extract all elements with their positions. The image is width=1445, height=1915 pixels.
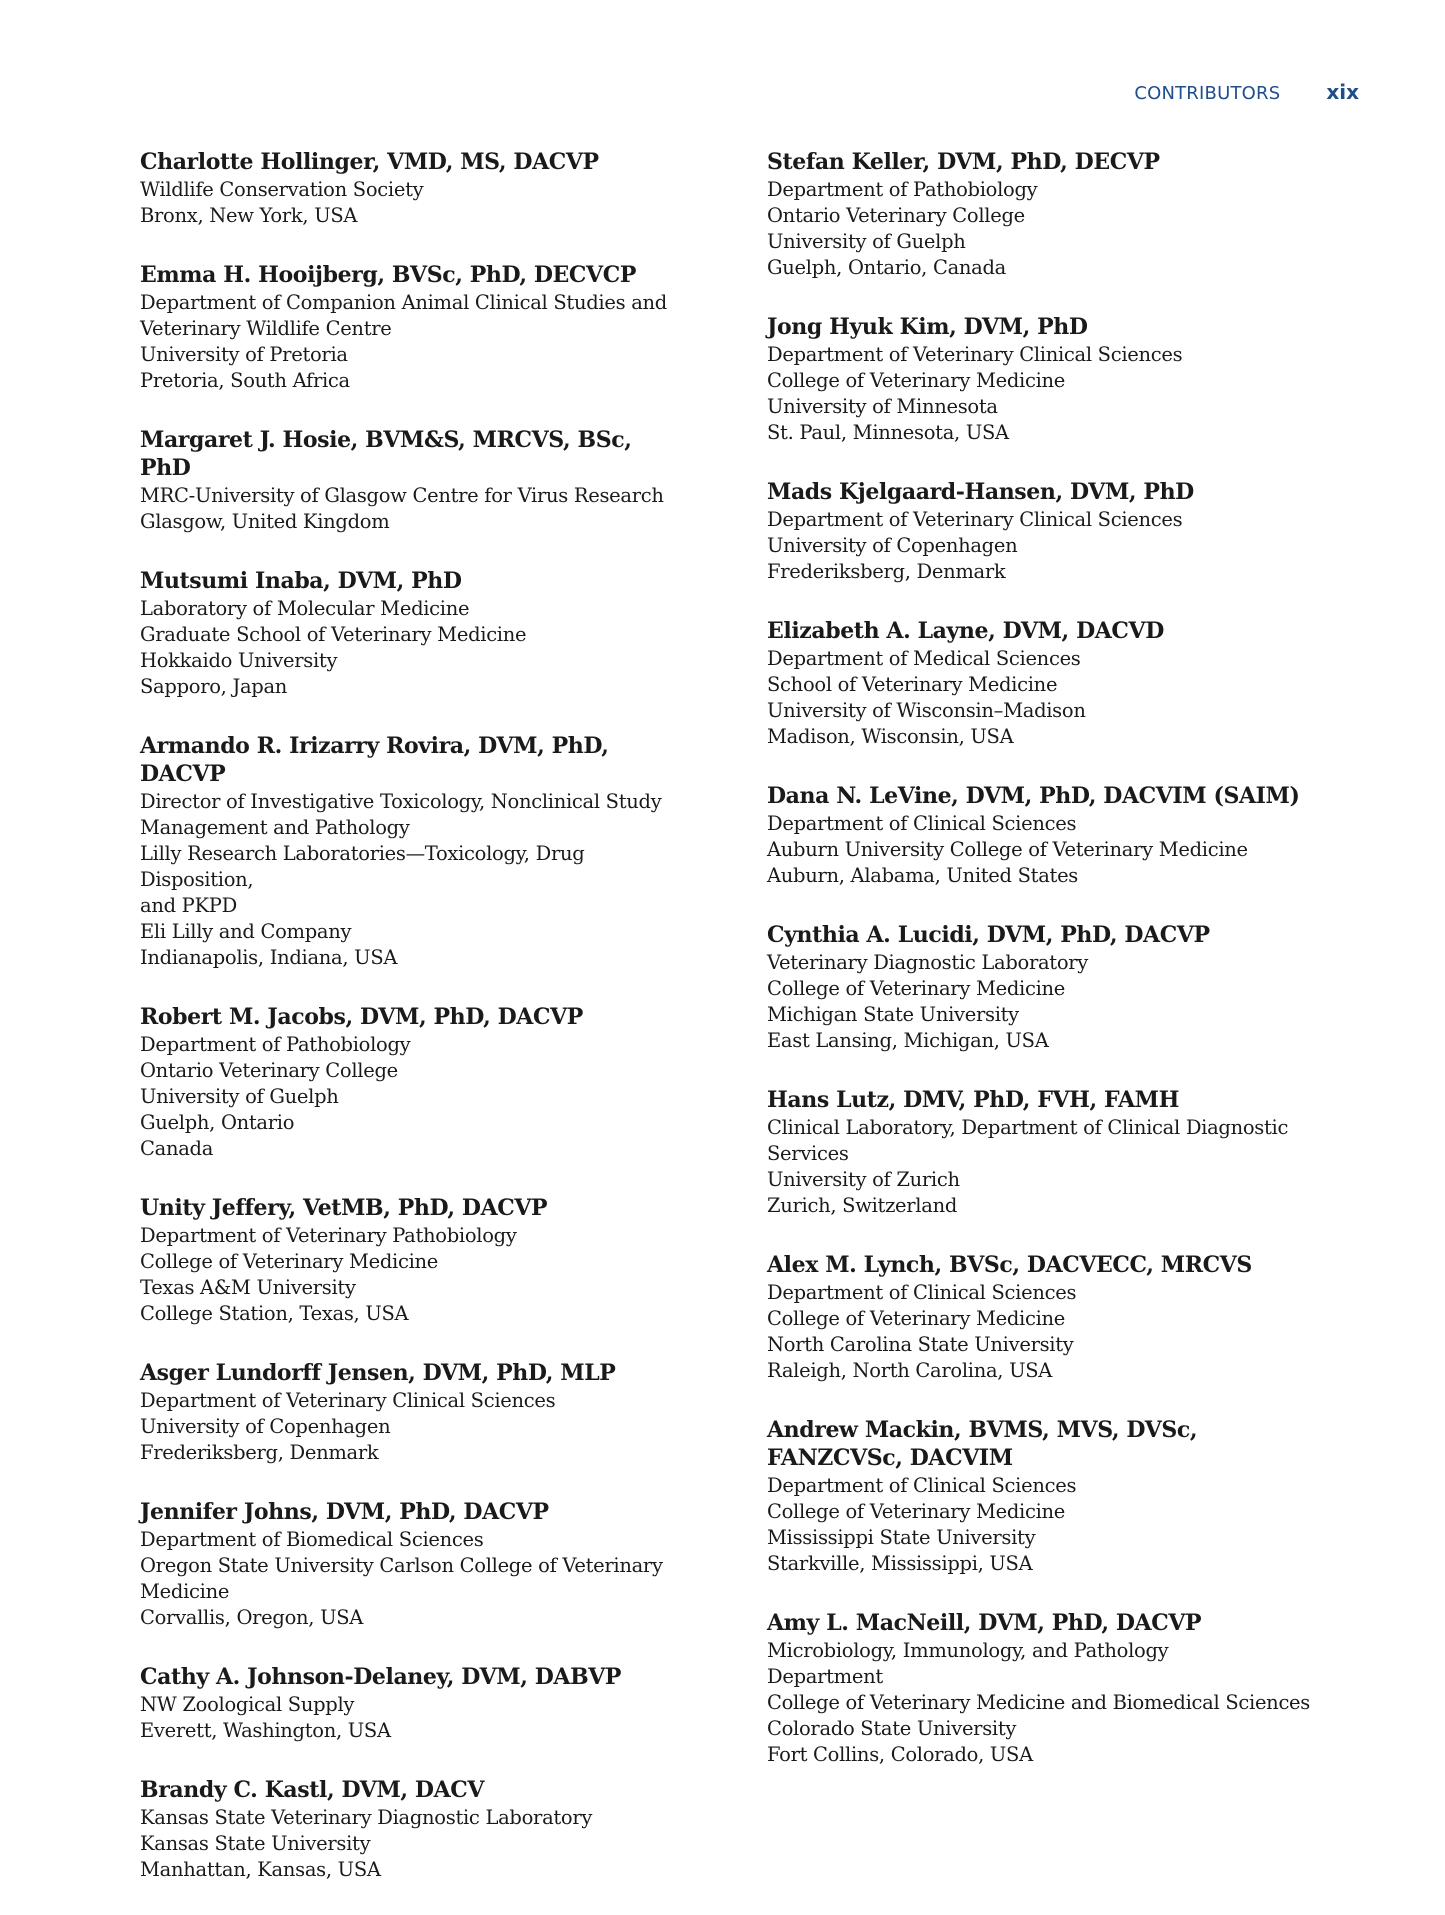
affiliation-line: Eli Lilly and Company bbox=[140, 920, 352, 943]
contributor-name: Brandy C. Kastl, DVM, DACV bbox=[140, 1777, 485, 1803]
contributor-name: Hans Lutz, DMV, PhD, FVH, FAMH bbox=[767, 1087, 1179, 1113]
affiliation-line: Michigan State University bbox=[767, 1003, 1019, 1026]
affiliation-line: Colorado State University bbox=[767, 1717, 1017, 1740]
contributor-entry bbox=[140, 1003, 680, 1162]
affiliation-line: University of Copenhagen bbox=[140, 1415, 391, 1438]
affiliation-line: Starkville, Mississippi, USA bbox=[767, 1552, 1033, 1575]
contributor-name: Robert M. Jacobs, DVM, PhD, DACVP bbox=[140, 1004, 583, 1030]
affiliation-line: Mississippi State University bbox=[767, 1526, 1036, 1549]
contributor-name: Armando R. Irizarry Rovira, DVM, PhD, DACVP bbox=[140, 733, 609, 787]
affiliation-line: Medicine bbox=[140, 1580, 230, 1603]
affiliation-line: Corvallis, Oregon, USA bbox=[140, 1606, 364, 1629]
contributor-entry bbox=[767, 1251, 1327, 1384]
affiliation-line: Ontario Veterinary College bbox=[140, 1059, 398, 1082]
affiliation-line: Department of Pathobiology bbox=[767, 178, 1038, 201]
affiliation-line: College of Veterinary Medicine bbox=[140, 1250, 439, 1273]
affiliation-line: MRC-University of Glasgow Centre for Virus Research bbox=[140, 484, 664, 507]
affiliation-line: Department of Companion Animal Clinical Studies and bbox=[140, 291, 667, 314]
contributors-left-column bbox=[140, 148, 680, 1915]
affiliation-line: Fort Collins, Colorado, USA bbox=[767, 1743, 1033, 1766]
affiliation-line: Raleigh, North Carolina, USA bbox=[767, 1359, 1053, 1382]
contributor-name: Jennifer Johns, DVM, PhD, DACVP bbox=[140, 1499, 549, 1525]
contributor-name: Unity Jeffery, VetMB, PhD, DACVP bbox=[140, 1195, 548, 1221]
contributor-name: Cathy A. Johnson-Delaney, DVM, DABVP bbox=[140, 1664, 622, 1690]
affiliation-line: Frederiksberg, Denmark bbox=[140, 1441, 379, 1464]
affiliation-line: College of Veterinary Medicine bbox=[767, 977, 1066, 1000]
contributor-entry bbox=[140, 1498, 680, 1631]
contributor-entry bbox=[767, 1086, 1327, 1219]
affiliation-line: Department of Medical Sciences bbox=[767, 647, 1081, 670]
affiliation-line: Department of Pathobiology bbox=[140, 1033, 411, 1056]
contributor-entry bbox=[140, 732, 680, 971]
contributor-name: Jong Hyuk Kim, DVM, PhD bbox=[767, 314, 1088, 340]
affiliation-line: University of Minnesota bbox=[767, 395, 998, 418]
affiliation-line: College of Veterinary Medicine bbox=[767, 369, 1066, 392]
contributor-entry bbox=[767, 921, 1327, 1054]
affiliation-line: Kansas State University bbox=[140, 1832, 371, 1855]
affiliation-line: Director of Investigative Toxicology, Nonclinical Study bbox=[140, 790, 662, 813]
affiliation-line: Manhattan, Kansas, USA bbox=[140, 1858, 381, 1881]
affiliation-line: Department of Veterinary Clinical Sciences bbox=[767, 508, 1183, 531]
contributors-right-column bbox=[767, 148, 1327, 1800]
affiliation-line: North Carolina State University bbox=[767, 1333, 1074, 1356]
affiliation-line: Laboratory of Molecular Medicine bbox=[140, 597, 470, 620]
affiliation-line: Services bbox=[767, 1142, 849, 1165]
affiliation-line: Glasgow, United Kingdom bbox=[140, 510, 390, 533]
affiliation-line: Hokkaido University bbox=[140, 649, 338, 672]
affiliation-line: College Station, Texas, USA bbox=[140, 1302, 409, 1325]
contributor-entry bbox=[767, 782, 1327, 889]
affiliation-line: Canada bbox=[140, 1137, 214, 1160]
contributor-entry bbox=[767, 1609, 1327, 1768]
affiliation-line: NW Zoological Supply bbox=[140, 1693, 355, 1716]
contributor-entry bbox=[140, 1359, 680, 1466]
affiliation-line: Oregon State University Carlson College of Veterinary bbox=[140, 1554, 663, 1577]
affiliation-line: Texas A&M University bbox=[140, 1276, 356, 1299]
affiliation-line: and PKPD bbox=[140, 894, 237, 917]
affiliation-line: Department of Clinical Sciences bbox=[767, 1281, 1077, 1304]
contributor-entry bbox=[140, 148, 680, 229]
affiliation-line: St. Paul, Minnesota, USA bbox=[767, 421, 1009, 444]
affiliation-line: Everett, Washington, USA bbox=[140, 1719, 391, 1742]
contributor-entry bbox=[767, 617, 1327, 750]
affiliation-line: College of Veterinary Medicine and Biomedical Sciences bbox=[767, 1691, 1311, 1714]
affiliation-line: Wildlife Conservation Society bbox=[140, 178, 424, 201]
contributor-entry bbox=[140, 1776, 680, 1883]
affiliation-line: College of Veterinary Medicine bbox=[767, 1307, 1066, 1330]
contributor-entry bbox=[140, 261, 680, 394]
contributor-entry bbox=[767, 313, 1327, 446]
affiliation-line: Guelph, Ontario, Canada bbox=[767, 256, 1006, 279]
contributor-name: Alex M. Lynch, BVSc, DACVECC, MRCVS bbox=[767, 1252, 1252, 1278]
affiliation-line: Guelph, Ontario bbox=[140, 1111, 295, 1134]
affiliation-line: Department of Veterinary Clinical Sciences bbox=[140, 1389, 556, 1412]
contributor-entry bbox=[767, 478, 1327, 585]
contributor-name: Andrew Mackin, BVMS, MVS, DVSc, FANZCVSc, DACVIM bbox=[767, 1417, 1198, 1471]
contributor-name: Emma H. Hooijberg, BVSc, PhD, DECVCP bbox=[140, 262, 636, 288]
affiliation-line: Frederiksberg, Denmark bbox=[767, 560, 1006, 583]
page-number: xix bbox=[1326, 80, 1359, 104]
affiliation-line: Veterinary Diagnostic Laboratory bbox=[767, 951, 1089, 974]
contributor-name: Cynthia A. Lucidi, DVM, PhD, DACVP bbox=[767, 922, 1210, 948]
affiliation-line: Microbiology, Immunology, and Pathology bbox=[767, 1639, 1169, 1662]
contributor-entry bbox=[767, 148, 1327, 281]
affiliation-line: Clinical Laboratory, Department of Clinical Diagnostic bbox=[767, 1116, 1289, 1139]
affiliation-line: University of Zurich bbox=[767, 1168, 960, 1191]
affiliation-line: Lilly Research Laboratories—Toxicology, Drug Disposition, bbox=[140, 842, 585, 891]
affiliation-line: Sapporo, Japan bbox=[140, 675, 288, 698]
affiliation-line: Department of Clinical Sciences bbox=[767, 812, 1077, 835]
contributor-entry bbox=[767, 1416, 1327, 1577]
contributor-name: Amy L. MacNeill, DVM, PhD, DACVP bbox=[767, 1610, 1202, 1636]
affiliation-line: Madison, Wisconsin, USA bbox=[767, 725, 1014, 748]
contributor-name: Mads Kjelgaard-Hansen, DVM, PhD bbox=[767, 479, 1194, 505]
affiliation-line: University of Guelph bbox=[140, 1085, 339, 1108]
affiliation-line: Ontario Veterinary College bbox=[767, 204, 1025, 227]
affiliation-line: Department of Veterinary Clinical Sciences bbox=[767, 343, 1183, 366]
contributor-name: Dana N. LeVine, DVM, PhD, DACVIM (SAIM) bbox=[767, 783, 1300, 809]
contributor-entry bbox=[140, 1194, 680, 1327]
contributor-name: Charlotte Hollinger, VMD, MS, DACVP bbox=[140, 149, 599, 175]
affiliation-line: Zurich, Switzerland bbox=[767, 1194, 958, 1217]
affiliation-line: Department of Biomedical Sciences bbox=[140, 1528, 484, 1551]
affiliation-line: University of Pretoria bbox=[140, 343, 348, 366]
affiliation-line: Bronx, New York, USA bbox=[140, 204, 358, 227]
affiliation-line: University of Wisconsin–Madison bbox=[767, 699, 1086, 722]
affiliation-line: Auburn, Alabama, United States bbox=[767, 864, 1079, 887]
affiliation-line: College of Veterinary Medicine bbox=[767, 1500, 1066, 1523]
contributor-name: Elizabeth A. Layne, DVM, DACVD bbox=[767, 618, 1164, 644]
affiliation-line: University of Copenhagen bbox=[767, 534, 1018, 557]
affiliation-line: Veterinary Wildlife Centre bbox=[140, 317, 392, 340]
contributor-entry bbox=[140, 426, 680, 535]
affiliation-line: Department of Veterinary Pathobiology bbox=[140, 1224, 517, 1247]
affiliation-line: School of Veterinary Medicine bbox=[767, 673, 1058, 696]
contributor-name: Stefan Keller, DVM, PhD, DECVP bbox=[767, 149, 1160, 175]
affiliation-line: Pretoria, South Africa bbox=[140, 369, 350, 392]
affiliation-line: East Lansing, Michigan, USA bbox=[767, 1029, 1049, 1052]
contributor-entry bbox=[140, 567, 680, 700]
affiliation-line: Department bbox=[767, 1665, 883, 1688]
affiliation-line: Indianapolis, Indiana, USA bbox=[140, 946, 398, 969]
affiliation-line: Management and Pathology bbox=[140, 816, 410, 839]
affiliation-line: Department of Clinical Sciences bbox=[767, 1474, 1077, 1497]
contributor-entry bbox=[140, 1663, 680, 1744]
affiliation-line: Auburn University College of Veterinary Medicine bbox=[767, 838, 1248, 861]
contributor-name: Asger Lundorff Jensen, DVM, PhD, MLP bbox=[140, 1360, 616, 1386]
affiliation-line: Graduate School of Veterinary Medicine bbox=[140, 623, 527, 646]
affiliation-line: University of Guelph bbox=[767, 230, 966, 253]
affiliation-line: Kansas State Veterinary Diagnostic Laboratory bbox=[140, 1806, 593, 1829]
contributor-name: Mutsumi Inaba, DVM, PhD bbox=[140, 568, 462, 594]
section-title: CONTRIBUTORS bbox=[1134, 83, 1281, 104]
contributor-name: Margaret J. Hosie, BVM&S, MRCVS, BSc, PhD bbox=[140, 427, 632, 481]
running-head bbox=[1134, 80, 1359, 104]
